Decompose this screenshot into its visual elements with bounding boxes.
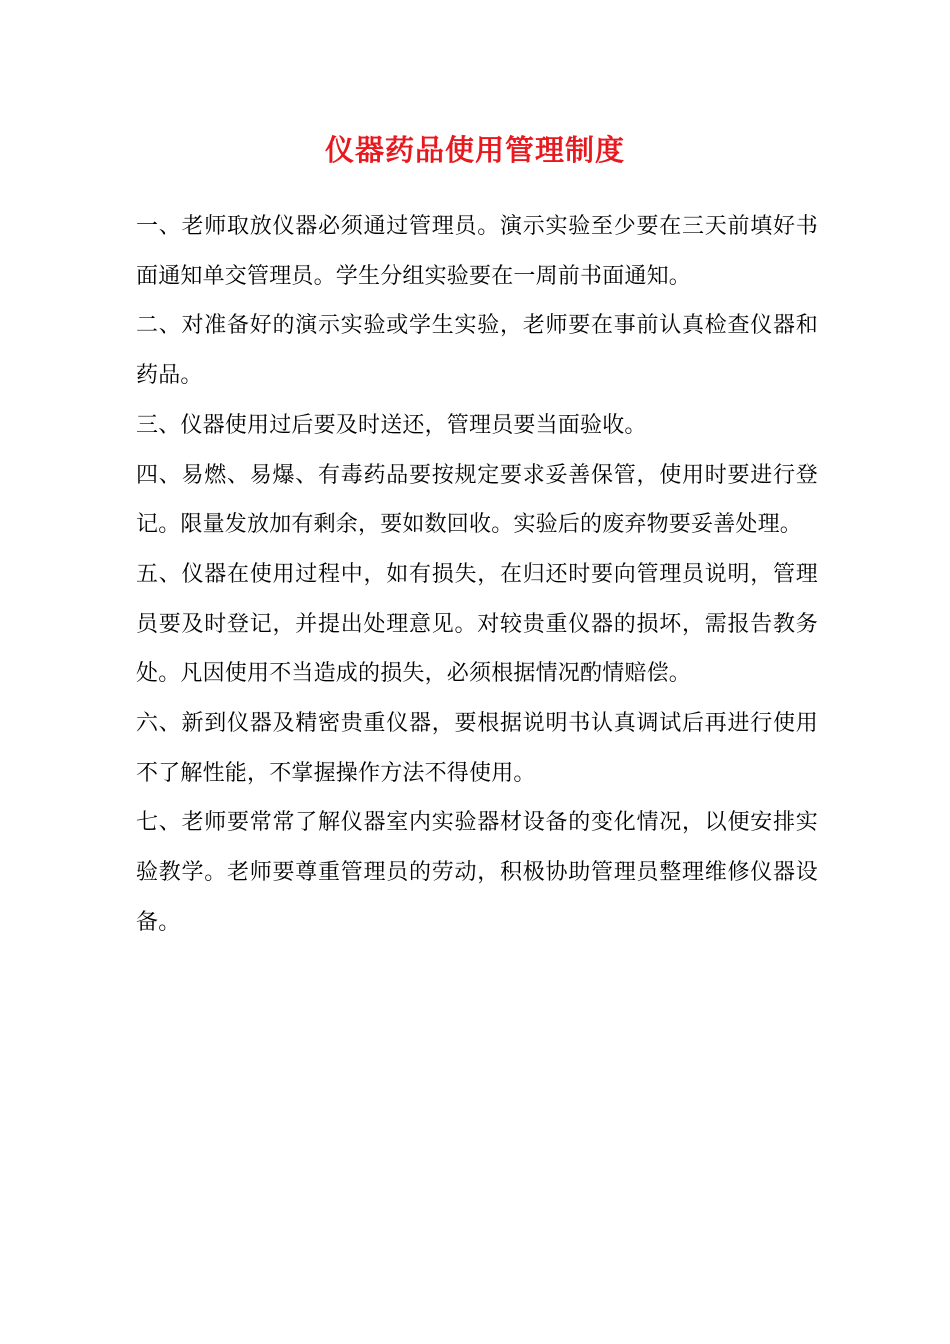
clause-7: 七、老师要常常了解仪器室内实验器材设备的变化情况，以便安排实验教学。老师要尊重管理员的劳动，积极协助管理员整理维修仪器设备。 bbox=[136, 810, 818, 935]
clause-4: 四、易燃、易爆、有毒药品要按规定要求妥善保管，使用时要进行登记。限量发放加有剩余，要如数回收。实验后的废弃物要妥善处理。 bbox=[136, 462, 818, 538]
clause-6: 六、新到仪器及精密贵重仪器，要根据说明书认真调试后再进行使用不了解性能，不掌握操作方法不得使用。 bbox=[136, 711, 818, 786]
clause-1: 一、老师取放仪器必须通过管理员。演示实验至少要在三天前填好书面通知单交管理员。学生分组实验要在一周前书面通知。 bbox=[136, 214, 818, 289]
clause-5: 五、仪器在使用过程中，如有损失，在归还时要向管理员说明，管理员要及时登记，并提出处理意见。对较贵重仪器的损坏，需报告教务处。凡因使用不当造成的损失，必须根据情况酌情赔偿。 bbox=[136, 561, 818, 687]
clause-3: 三、仪器使用过后要及时送还，管理员要当面验收。 bbox=[136, 412, 647, 438]
document-body bbox=[136, 202, 818, 948]
clause-2: 二、对准备好的演示实验或学生实验，老师要在事前认真检查仪器和药品。 bbox=[136, 313, 818, 389]
document-title: 仪器药品使用管理制度 bbox=[324, 133, 625, 167]
